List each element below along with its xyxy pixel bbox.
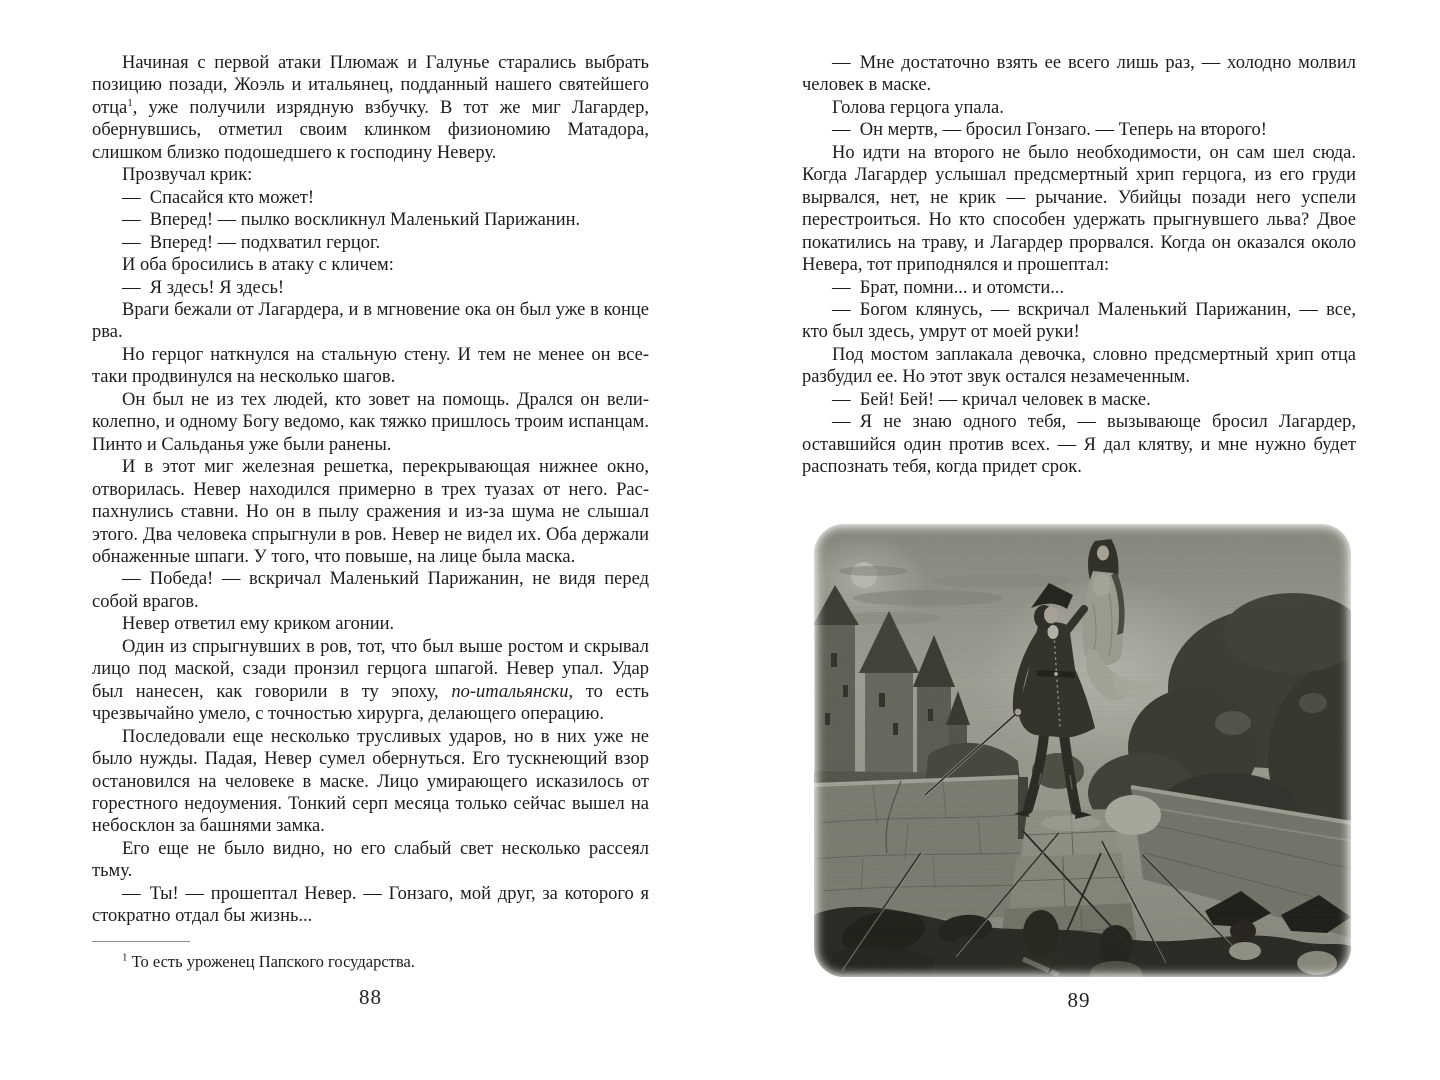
page-88-text	[92, 52, 649, 928]
paragraph: — Он мертв, — бросил Гонзаго. — Теперь на второго!	[832, 120, 1267, 141]
paragraph: И в этот миг железная решетка, перекрывающая нижнее окно, отворилась. Невер находился примерно в трех туазах от него. Распахнулись ставни. Но он в пылу сражения и из-за шума не слышал этого. Два человека спрыгнули в ров. Невер не видел их. Оба держали обнаженные шпаги. У того, что повыше, на лице была маска.	[92, 457, 649, 567]
page-number-89: 89	[1067, 988, 1091, 1012]
paragraph: — Вперед! — подхватил герцог.	[122, 232, 381, 253]
paragraph: — Я не знаю одного тебя, — вызывающе бросил Лагардер, оставшийся один против всех. — Я дал клятву, и мне нужно будет распознать тебя, когда придет срок.	[802, 412, 1356, 478]
paragraph: — Спасайся кто может!	[122, 187, 315, 208]
paragraph: — Богом клянусь, — вскричал Маленький Парижанин, — все, кто был здесь, умрут от моей руки!	[802, 299, 1356, 343]
paragraph-text: Один из спрыгнувших в ров, тот, что был выше ростом и скрывал лицо под маской, сзади пронзил герцога шпагой. Невер упал. Удар был нанесен, как говорили в ту эпоху,	[92, 636, 649, 702]
paragraph: Последовали еще несколько трусливых ударов, но в них уже не было нужды. Падая, Невер сумел обернуться. Его тускнеющий взор остановился на человеке в маске. Лицо умирающего исказилось от горестного недоумения. Тонкий серп месяца только сейчас вышел на небосклон за башнями замка.	[92, 726, 649, 837]
footnote	[92, 941, 649, 972]
paragraph-text: Начиная с первой атаки Плюмаж и Галунье старались выбрать позицию позади, Жоэль и итальянец, подданный нашего святейшего отца	[92, 53, 649, 118]
paragraph	[92, 52, 649, 164]
book-illustration	[813, 523, 1352, 978]
paragraph-group	[92, 164, 649, 636]
paragraph: Но идти на второго не было необходимости, он сам шел сюда. Когда Лагардер услышал предсмертный хрип герцога, из его груди вырвался, нет, не крик — рычание. Убийцы позади него успели перестроиться. Но кто способен удержать прыгнувшего льва? Двое покатились на траву, и Лагардер прорвался. Когда он оказался около Невера, тот приподнялся и прошептал:	[802, 142, 1356, 276]
paragraph: Под мостом заплакала девочка, словно предсмертный хрип отца разбудил ее. Но этот звук остался незамеченным.	[802, 344, 1356, 388]
paragraph: — Победа! — вскричал Маленький Парижанин, не видя перед собой врагов.	[92, 569, 649, 612]
paragraph	[92, 636, 649, 726]
paragraph: — Вперед! — пылко воскликнул Маленький Парижанин.	[122, 210, 581, 231]
paragraph: Прозвучал крик:	[122, 165, 253, 186]
paragraph-group	[802, 52, 1356, 479]
paragraph: Но герцог наткнулся на стальную стену. И тем не менее он все-таки продвинулся на несколько шагов.	[92, 344, 649, 388]
footnote-text	[92, 952, 649, 972]
page-89-text	[802, 52, 1356, 479]
italic-phrase: по-итальянски	[451, 681, 569, 702]
paragraph-text: , то есть чрезвычайно умело, с точностью хирурга, делающего операцию.	[92, 681, 649, 725]
footnote-number: 1	[122, 951, 128, 964]
paragraph: Невер ответил ему криком агонии.	[122, 614, 395, 635]
paragraph: — Ты! — прошептал Невер. — Гонзаго, мой друг, за которого я стократно отдал бы жизнь...	[92, 883, 649, 927]
paragraph: Он был не из тех людей, кто зовет на помощь. Дрался он великолепно, и одному Богу ведомо, как тяжко пришлось троим испанцам. Пинто и Сальданья уже были ранены.	[92, 389, 649, 455]
paragraph: Голова герцога упала.	[832, 97, 1004, 118]
paragraph: — Я здесь! Я здесь!	[122, 277, 285, 298]
paragraph: — Брат, помни... и отомсти...	[832, 277, 1065, 298]
paragraph: Его еще не было видно, но его слабый свет несколько рассеял тьму.	[92, 838, 649, 882]
paragraph: Враги бежали от Лагардера, и в мгновение ока он был уже в конце рва.	[92, 299, 649, 343]
paragraph: — Бей! Бей! — кричал человек в маске.	[832, 389, 1151, 410]
footnote-body: То есть уроженец Папского государства.	[131, 952, 415, 971]
paragraph-text: , уже получили изрядную взбучку. В тот же миг Лагардер, обернувшись, отметил своим клинком физиономию Матадора, слишком близко подошедшего к господину Неверу.	[92, 97, 649, 163]
footnote-divider	[92, 941, 190, 942]
paragraph: И оба бросились в атаку с кличем:	[122, 255, 394, 276]
page-number-88: 88	[359, 985, 382, 1009]
paragraph-group	[92, 726, 649, 928]
paragraph: — Мне достаточно взять ее всего лишь раз, — холодно молвил человек в маске.	[802, 53, 1356, 96]
footnote-reference: 1	[127, 96, 133, 109]
